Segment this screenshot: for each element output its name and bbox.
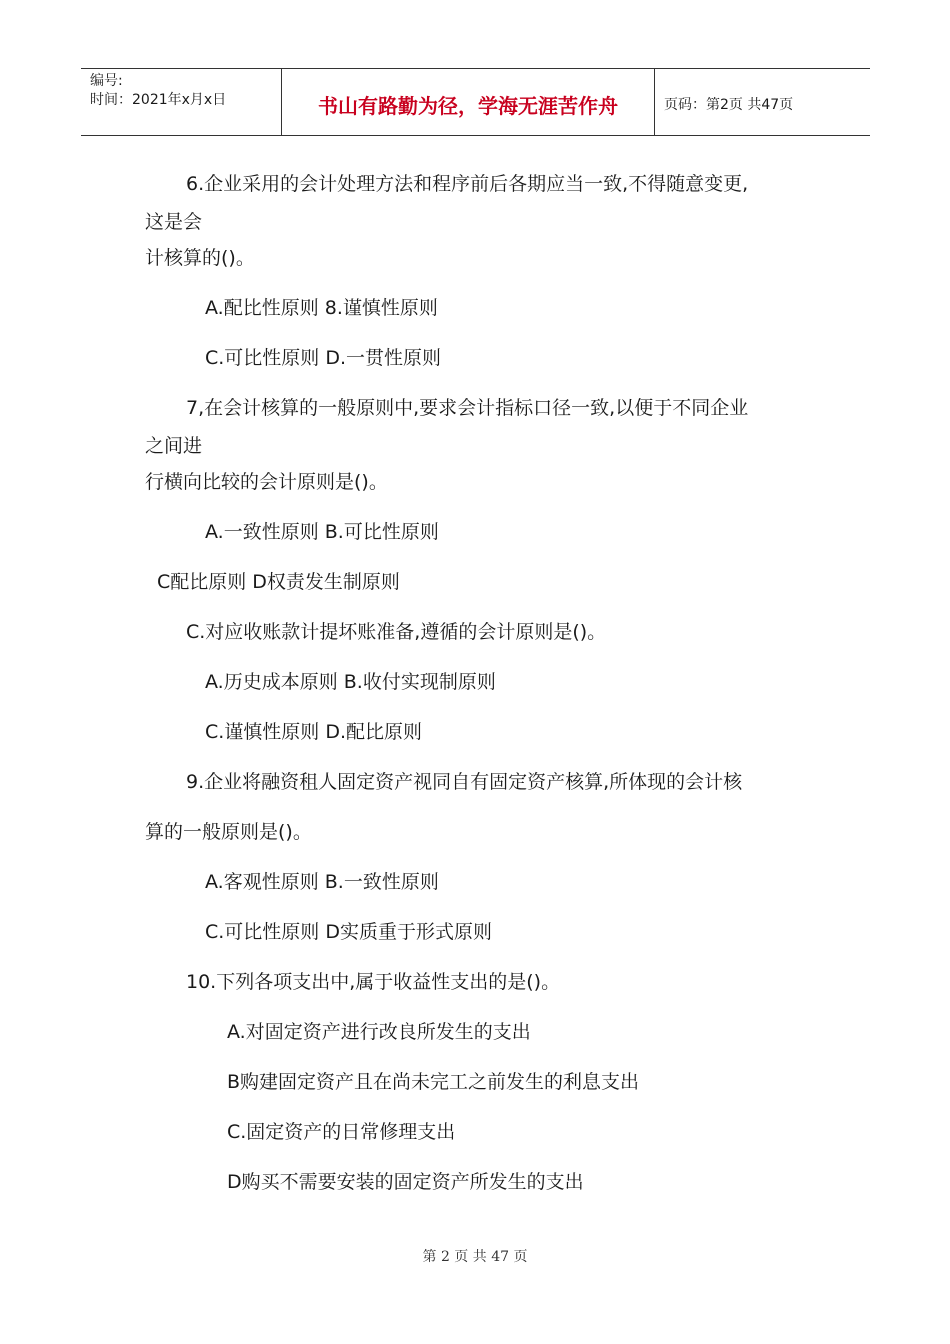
- question-9-options-cd: C.可比性原则 D实质重于形式原则: [205, 921, 492, 943]
- question-8-options-cd: C.谨慎性原则 D.配比原则: [205, 721, 423, 743]
- question-7-line-3: 行横向比较的会计原则是()。: [145, 471, 388, 493]
- question-6-line-3: 计核算的()。: [145, 247, 255, 269]
- header-time-label: 时间：2021年x月x日: [90, 92, 227, 108]
- question-9-options-ab: A.客观性原则 B.一致性原则: [205, 871, 439, 893]
- header-number-label: 编号:: [90, 73, 123, 89]
- question-7-line-1: 7,在会计核算的一般原则中,要求会计指标口径一致,以便于不同企业: [186, 397, 749, 419]
- question-10-option-c: C.固定资产的日常修理支出: [227, 1121, 456, 1143]
- question-10-line-1: 10.下列各项支出中,属于收益性支出的是()。: [186, 971, 561, 993]
- question-8-line-1: C.对应收账款计提坏账准备,遵循的会计原则是()。: [186, 621, 607, 643]
- page-header: [81, 68, 870, 136]
- question-6-options-ab: A.配比性原则 8.谨慎性原则: [205, 297, 438, 319]
- page-footer: 第 2 页 共 47 页: [422, 1249, 528, 1265]
- question-10-option-d: D购买不需要安装的固定资产所发生的支出: [227, 1171, 584, 1193]
- question-6-line-2: 这是会: [145, 211, 203, 233]
- header-motto: 书山有路勤为径，学海无涯苦作舟: [281, 69, 655, 135]
- question-7-options-cd: C配比原则 D权责发生制原则: [157, 571, 400, 593]
- question-10-option-a: A.对固定资产进行改良所发生的支出: [227, 1021, 531, 1043]
- question-7-line-2: 之间进: [145, 435, 203, 457]
- question-6-options-cd: C.可比性原则 D.一贯性原则: [205, 347, 442, 369]
- question-8-options-ab: A.历史成本原则 B.收付实现制原则: [205, 671, 496, 693]
- header-meta: [81, 69, 281, 135]
- question-9-line-2: 算的一般原则是()。: [145, 821, 312, 843]
- question-10-option-b: B购建固定资产且在尚未完工之前发生的利息支出: [227, 1071, 640, 1093]
- question-7-options-ab: A.一致性原则 B.可比性原则: [205, 521, 439, 543]
- header-page-info: 页码：第2页 共47页: [664, 97, 794, 113]
- question-6-line-1: 6.企业采用的会计处理方法和程序前后各期应当一致,不得随意变更,: [186, 173, 749, 195]
- question-9-line-1: 9.企业将融资租人固定资产视同自有固定资产核算,所体现的会计核: [186, 771, 743, 793]
